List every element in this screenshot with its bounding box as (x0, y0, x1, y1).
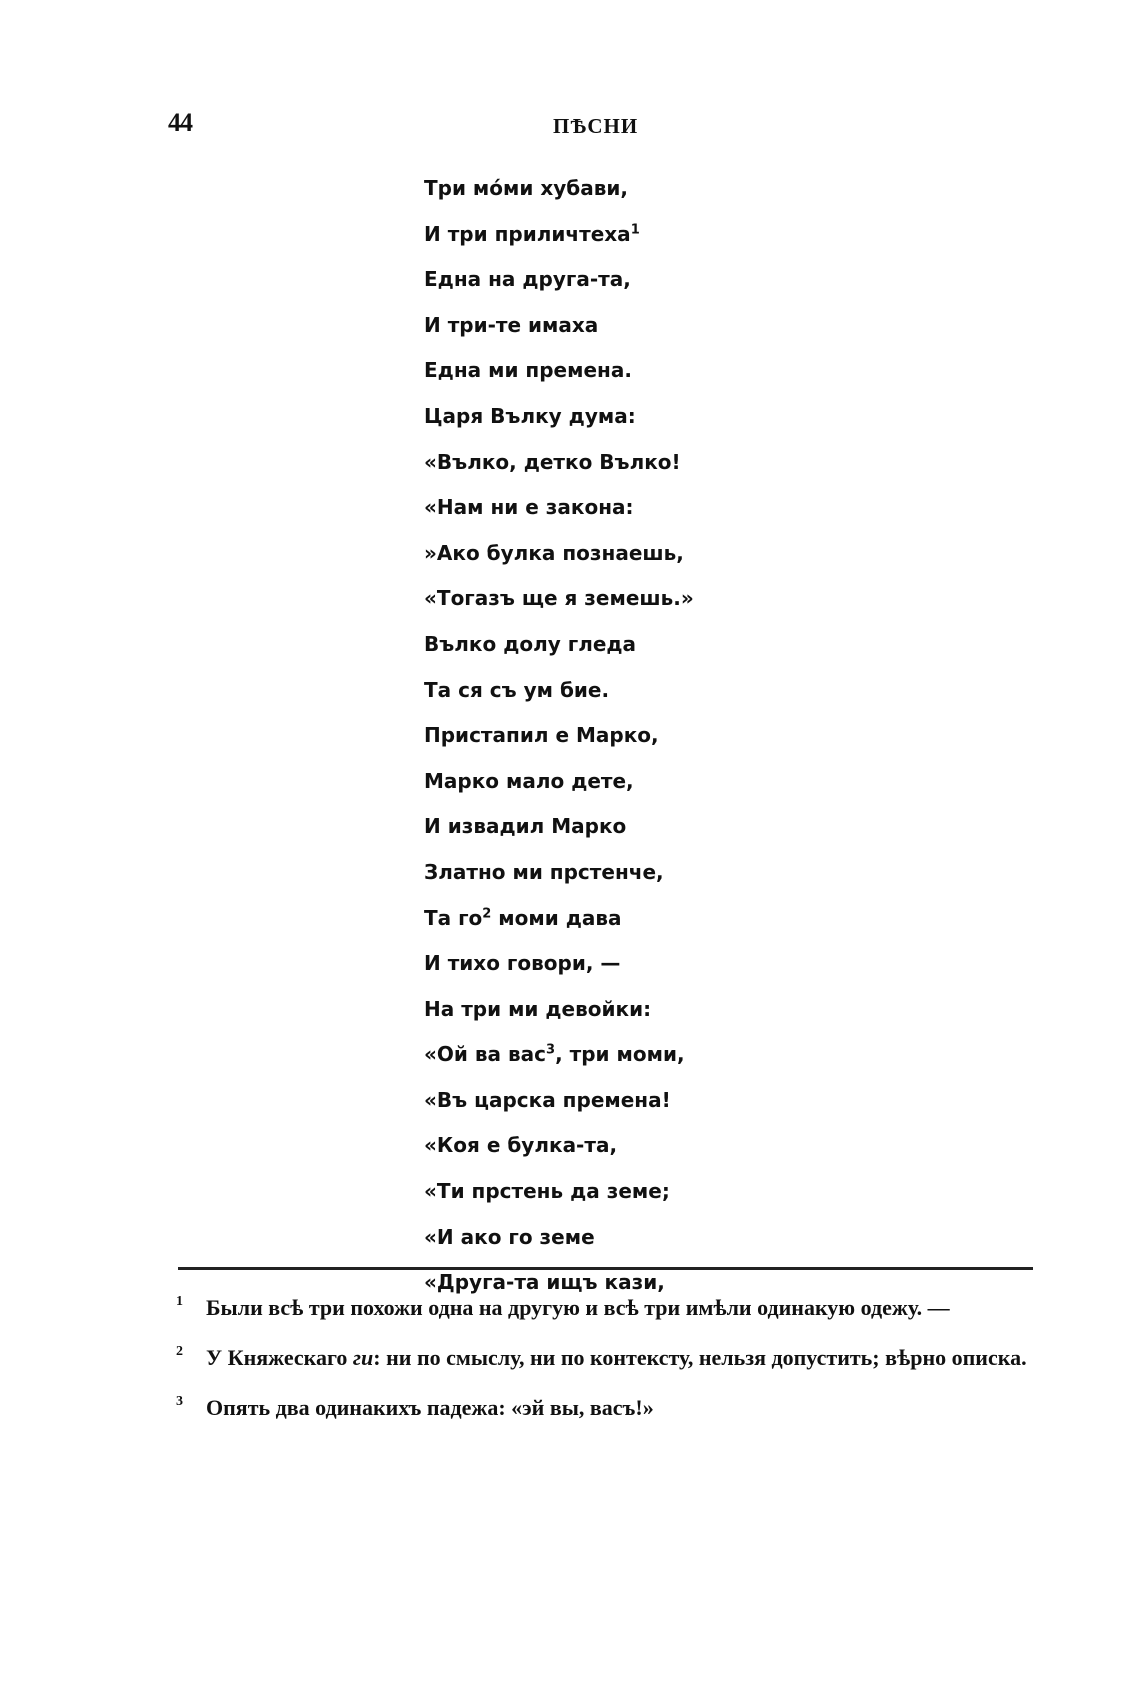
verse-text: Та ся съ ум бие. (424, 677, 610, 702)
footnote-text: У Княжескаго (206, 1345, 353, 1370)
verse-line (424, 806, 694, 852)
verse-line (424, 715, 694, 761)
page-number: 44 (168, 108, 192, 137)
verse-text: «Ти прстень да земе; (424, 1179, 670, 1204)
verse-line (424, 1217, 694, 1263)
footnote (176, 1290, 1036, 1326)
verse-line (424, 396, 694, 442)
verse-line (424, 1034, 694, 1080)
verse-line (424, 852, 694, 898)
footnote-marker: 2 (482, 905, 492, 921)
verse-text: «Въ царска премена! (424, 1087, 671, 1112)
verse-line (424, 214, 694, 260)
verse-text: Пристапил е Марко, (424, 723, 659, 748)
footnote-marker: 1 (630, 221, 640, 237)
verse-text: И тихо говори, — (424, 951, 621, 976)
verse-text: Царя Вълку дума: (424, 403, 636, 428)
verse-line (424, 533, 694, 579)
verse-text: И три-те имаха (424, 312, 599, 337)
verse-line (424, 989, 694, 1035)
footnote-text: Были всѣ три похожи одна на другую и всѣ три имѣли одинакую одежу. — (206, 1295, 950, 1320)
verse-text: «Ой ва вас (424, 1042, 547, 1067)
verse-line (424, 761, 694, 807)
footnote-marker: 3 (546, 1042, 556, 1058)
verse-text: «Друга-та ищъ кази, (424, 1270, 665, 1295)
verse-text: И три приличтеха (424, 221, 631, 246)
verse-line (424, 670, 694, 716)
footnote-rule (178, 1267, 1033, 1270)
verse-text-continued: , три моми, (555, 1042, 685, 1067)
footnote-number: 3 (176, 1394, 183, 1409)
footnote (176, 1340, 1036, 1376)
verse-line (424, 624, 694, 670)
footnote-number: 2 (176, 1344, 183, 1359)
footnote (176, 1390, 1036, 1426)
verse-text-continued: моми дава (491, 905, 622, 930)
verse-text: Една на друга-та, (424, 267, 631, 292)
verse-text: «Тогазъ ще я земешь.» (424, 586, 694, 611)
verse-text: «Вълко, детко Вълко! (424, 449, 681, 474)
verse-text: «И ако го земе (424, 1224, 595, 1249)
verse-line (424, 943, 694, 989)
verse-line (424, 350, 694, 396)
verse-text: Марко мало дете, (424, 768, 634, 793)
verse-line (424, 259, 694, 305)
verse-text: «Нам ни е закона: (424, 495, 634, 520)
verse-text: «Коя е булка-та, (424, 1133, 618, 1158)
verse-line (424, 1080, 694, 1126)
running-title: ПѢСНИ (553, 114, 639, 138)
footnote-number: 1 (176, 1294, 183, 1309)
verse-text: На три ми девойки: (424, 996, 652, 1021)
verse-text: Вълко долу гледа (424, 631, 637, 656)
footnote-text: Опять два одинакихъ падежа: «эй вы, васъ!» (206, 1395, 654, 1420)
verse-line (424, 898, 694, 944)
footnote-italic-text: ги (352, 1345, 374, 1370)
verse-text: Златно ми прстенче, (424, 859, 664, 884)
verse-line (424, 168, 694, 214)
verse-text: Една ми премена. (424, 358, 632, 383)
verse-line (424, 442, 694, 488)
verse-text: Та го (424, 905, 483, 930)
verse-line (424, 305, 694, 351)
verse-line (424, 1171, 694, 1217)
footnotes-block (176, 1290, 1036, 1440)
footnote-text-continued: : ни по смыслу, ни по контексту, нельзя допустить; вѣрно описка. (373, 1345, 1027, 1370)
verse-text: Три мо́ми хубави, (424, 176, 629, 200)
verse-line (424, 487, 694, 533)
verse-line (424, 578, 694, 624)
verse-text: »Ако булка познаешь, (424, 540, 684, 565)
verse-text: И извадил Марко (424, 814, 627, 839)
verse-block (424, 168, 694, 1308)
verse-line (424, 1125, 694, 1171)
